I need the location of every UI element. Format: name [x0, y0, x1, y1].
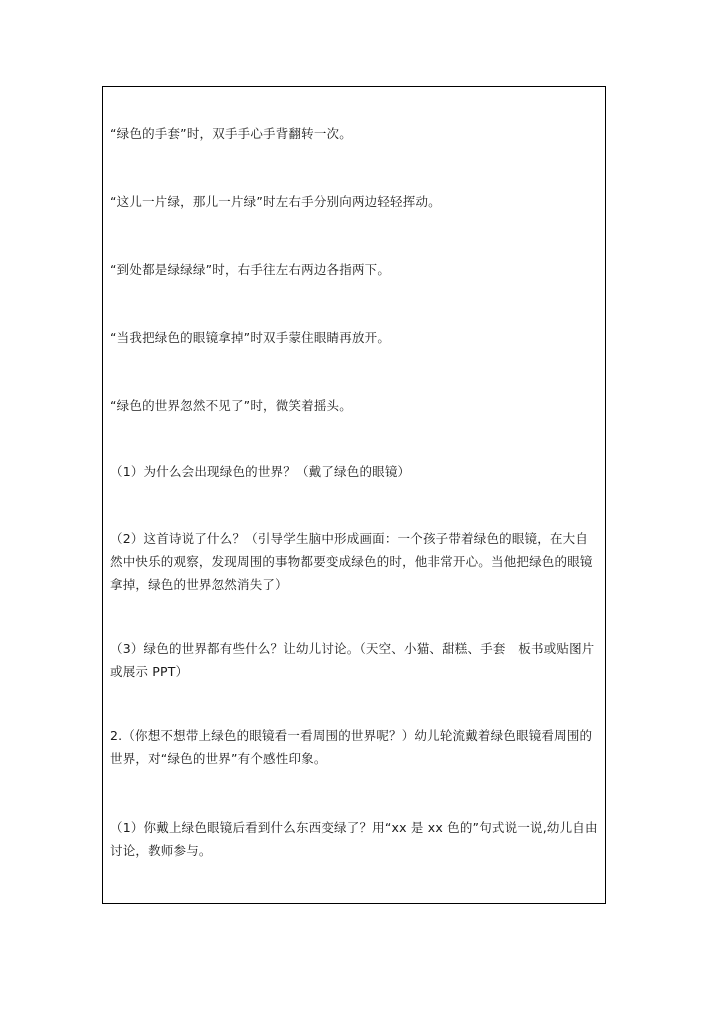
- paragraph-gloves-action: “绿色的手套”时，双手手心手背翻转一次。: [110, 126, 352, 141]
- paragraph-question-1: （1）为什么会出现绿色的世界？（戴了绿色的眼镜）: [110, 464, 411, 479]
- paragraph-shake-head-action: “绿色的世界忽然不见了”时，微笑着摇头。: [110, 398, 352, 413]
- paragraph-question-3: （3）绿色的世界都有些什么？让幼儿讨论。（天空、小猫、甜糕、手套 板书或贴图片或展示 PPT）: [110, 641, 595, 679]
- paragraph-point-action: “到处都是绿绿绿”时，右手往左右两边各指两下。: [110, 262, 391, 277]
- paragraph-step-2: 2.（你想不想带上绿色的眼镜看一看周围的世界呢？）幼儿轮流戴着绿色眼镜看周围的世界，对“绿色的世界”有个感性印象。: [110, 728, 593, 766]
- paragraph-step-2-question-1: （1）你戴上绿色眼镜后看到什么东西变绿了？用“xx 是 xx 色的”句式说一说,幼儿自由讨论，教师参与。: [110, 820, 598, 858]
- paragraph-cover-eyes-action: “当我把绿色的眼镜拿掉”时双手蒙住眼睛再放开。: [110, 330, 391, 345]
- paragraph-question-2: （2）这首诗说了什么？（引导学生脑中形成画面：一个孩子带着绿色的眼镜，在大自然中快乐的观察，发现周围的事物都要变成绿色的时，他非常开心。当他把绿色的眼镜拿掉，绿色的世界忽然消失了）: [110, 531, 593, 592]
- paragraph-wave-action: “这儿一片绿，那儿一片绿”时左右手分别向两边轻轻挥动。: [110, 194, 441, 209]
